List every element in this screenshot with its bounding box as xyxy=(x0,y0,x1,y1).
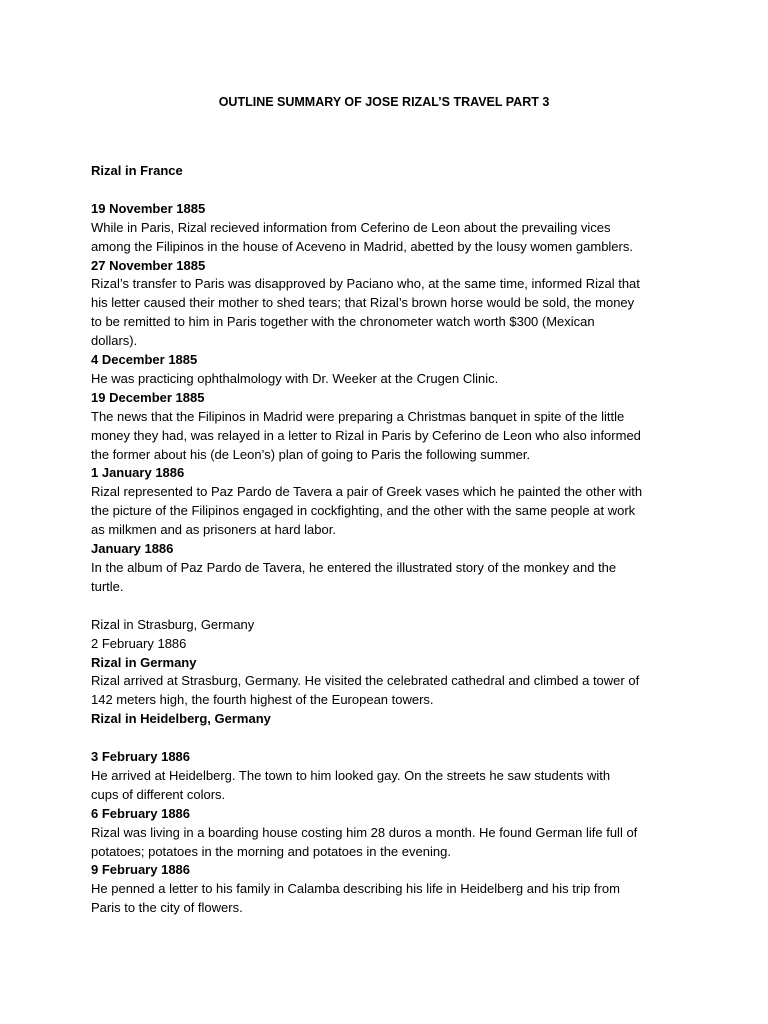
entry-text: the former about his (de Leon’s) plan of going to Paris the following summer. xyxy=(91,446,531,462)
entry-text: money they had, was relayed in a letter to Rizal in Paris by Ceferino de Leon who also informed xyxy=(91,427,641,443)
entry-date: 19 November 1885 xyxy=(91,200,206,216)
spacer xyxy=(91,729,687,748)
entry-date: January 1886 xyxy=(91,541,174,557)
entry-text: He arrived at Heidelberg. The town to him looked gay. On the streets he saw students with xyxy=(91,767,611,783)
strasburg-date: 2 February 1886 xyxy=(91,635,187,651)
entry-date: 4 December 1885 xyxy=(91,352,198,368)
spacer xyxy=(91,181,687,200)
entry-text: potatoes; potatoes in the morning and potatoes in the evening. xyxy=(91,843,451,859)
entry-date: 6 February 1886 xyxy=(91,805,191,821)
entry-date: 19 December 1885 xyxy=(91,389,205,405)
entry-text: While in Paris, Rizal recieved information from Ceferino de Leon about the prevailing vices xyxy=(91,219,611,235)
entry-text: Rizal represented to Paz Pardo de Tavera a pair of Greek vases which he painted the other with xyxy=(91,484,643,500)
entry-text: to be remitted to him in Paris together with the chronometer watch worth $300 (Mexican xyxy=(91,314,595,330)
entry-text: He penned a letter to his family in Calamba describing his life in Heidelberg and his trip from xyxy=(91,881,620,897)
entry-text: his letter caused their mother to shed tears; that Rizal’s brown horse would be sold, the money xyxy=(91,295,635,311)
entry-text: Rizal’s transfer to Paris was disapproved by Paciano who, at the same time, informed Rizal that xyxy=(91,276,640,292)
section-heading-heidelberg: Rizal in Heidelberg, Germany xyxy=(91,711,271,727)
document-body xyxy=(91,162,687,918)
entry-text: In the album of Paz Pardo de Tavera, he entered the illustrated story of the monkey and the xyxy=(91,560,617,576)
spacer xyxy=(91,597,687,616)
entry-text: turtle. xyxy=(91,578,124,594)
entry-text: Paris to the city of flowers. xyxy=(91,900,243,916)
entry-text: Rizal arrived at Strasburg, Germany. He visited the celebrated cathedral and climbed a tower of xyxy=(91,673,640,689)
document-title: OUTLINE SUMMARY OF JOSE RIZAL’S TRAVEL PART 3 xyxy=(218,95,550,109)
entry-text: the picture of the Filipinos engaged in cockfighting, and the other with the same people at work xyxy=(91,503,636,519)
entry-text: The news that the Filipinos in Madrid were preparing a Christmas banquet in spite of the little xyxy=(91,408,625,424)
strasburg-heading: Rizal in Strasburg, Germany xyxy=(91,616,255,632)
entry-text: 142 meters high, the fourth highest of the European towers. xyxy=(91,692,434,708)
entry-text: as milkmen and as prisoners at hard labor. xyxy=(91,522,336,538)
entry-date: 9 February 1886 xyxy=(91,862,191,878)
entry-date: 3 February 1886 xyxy=(91,749,191,765)
entry-date: 1 January 1886 xyxy=(91,465,185,481)
entry-text: cups of different colors. xyxy=(91,786,226,802)
entry-text: dollars). xyxy=(91,333,138,349)
entry-date: 27 November 1885 xyxy=(91,257,206,273)
entry-text: He was practicing ophthalmology with Dr. Weeker at the Crugen Clinic. xyxy=(91,370,499,386)
entry-text: among the Filipinos in the house of Aceveno in Madrid, abetted by the lousy women gamblers. xyxy=(91,238,633,254)
section-heading-france: Rizal in France xyxy=(91,163,183,178)
section-heading-germany: Rizal in Germany xyxy=(91,654,197,670)
entry-text: Rizal was living in a boarding house costing him 28 duros a month. He found German life full of xyxy=(91,824,638,840)
